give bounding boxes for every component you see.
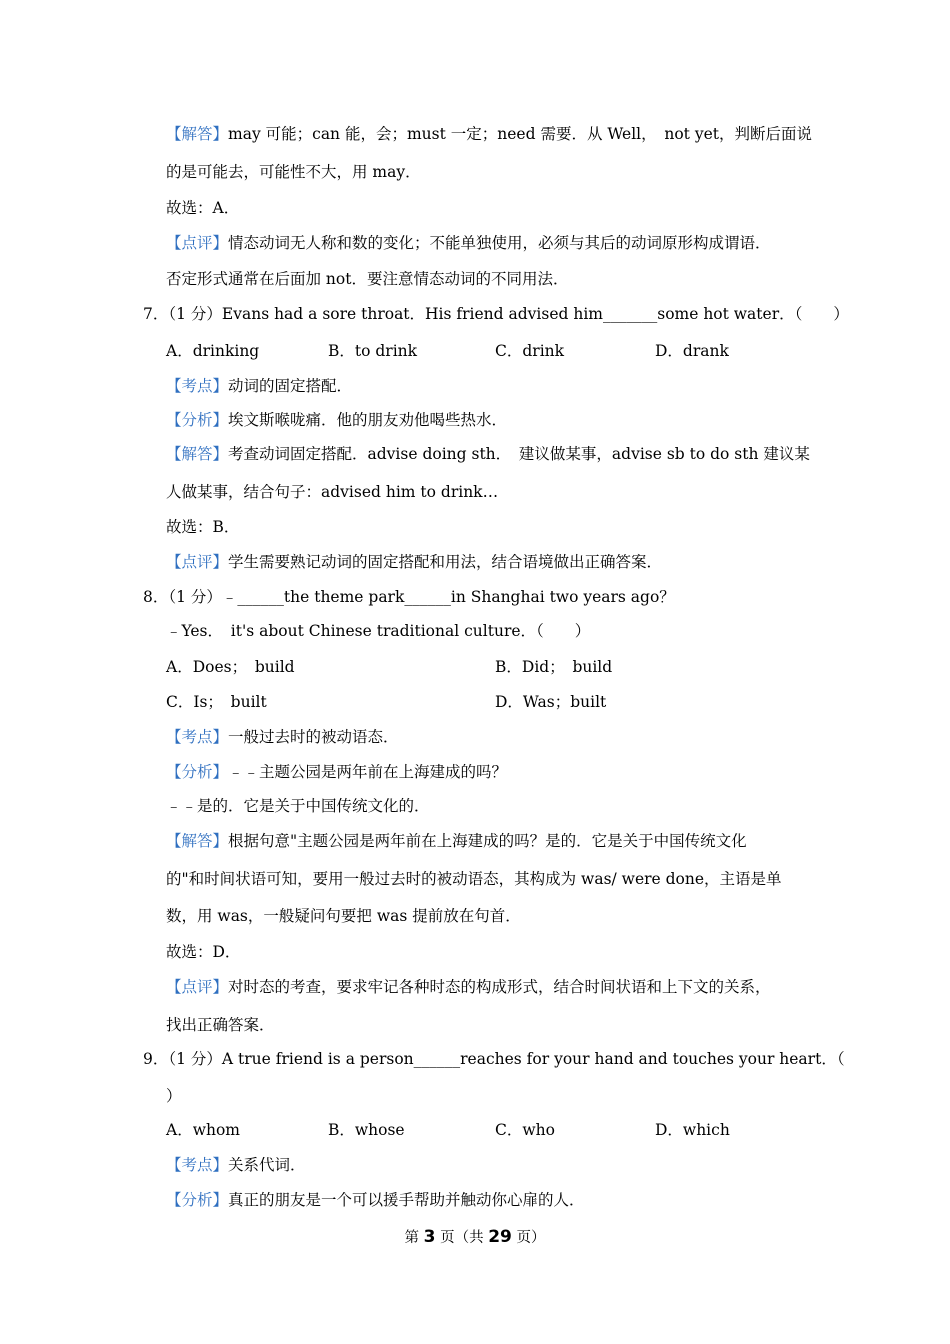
q8-option-b: B．Did； build — [495, 658, 613, 676]
q8-option-d: D．Was；built — [495, 693, 607, 711]
q9-option-d: D．which — [655, 1121, 730, 1139]
q6-jieda-line2: 的是可能去，可能性不大，用 may． — [166, 163, 421, 181]
q7-stem: 7．（1 分）Evans had a sore throat．His friend advised him_______some hot water．（ ） — [143, 305, 849, 323]
q8-stem-line2: ﹣Yes． it's about Chinese traditional culture．（ ） — [166, 622, 591, 640]
q8-fenxi-line2: ﹣﹣是的．它是关于中国传统文化的． — [166, 797, 430, 815]
q7-option-a: A．drinking — [166, 342, 260, 360]
q6-dianping-line2: 否定形式通常在后面加 not．要注意情态动词的不同用法． — [166, 270, 569, 288]
q8-jieda-line3: 数，用 was，一般疑问句要把 was 提前放在句首． — [166, 907, 521, 925]
q8-jieda-line1: 【解答】根据句意"主题公园是两年前在上海建成的吗？是的．它是关于中国传统文化 — [166, 832, 747, 850]
q8-answer: 故选：D． — [166, 943, 241, 961]
q8-stem-line1: 8．（1 分）﹣______the theme park______in Shanghai two years ago？ — [143, 588, 675, 606]
q7-answer: 故选：B． — [166, 518, 240, 536]
current-page-number: 3 — [423, 1227, 436, 1247]
q7-jieda-line2: 人做某事，结合句子：advised him to drink… — [166, 483, 499, 501]
q8-fenxi-line1: 【分析】﹣﹣主题公园是两年前在上海建成的吗？ — [166, 763, 508, 781]
q8-dianping-line2: 找出正确答案． — [166, 1016, 275, 1034]
q7-jieda-line1: 【解答】考查动词固定搭配．advise doing sth． 建议做某事，advise sb to do sth 建议某 — [166, 445, 810, 463]
q9-option-b: B．whose — [328, 1121, 405, 1139]
tag-dianping: 【点评】 — [166, 234, 229, 252]
q6-dianping-line1: 【点评】情态动词无人称和数的变化；不能单独使用，必须与其后的动词原形构成谓语． — [166, 234, 771, 252]
q8-option-a: A．Does； build — [166, 658, 295, 676]
page-footer: 第 3 页（共 29 页） — [404, 1227, 546, 1247]
q8-jieda-line2: 的"和时间状语可知，要用一般过去时的被动语态，其构成为 was/ were done，主语是单 — [166, 870, 782, 888]
q9-stem-line2: ） — [166, 1087, 182, 1105]
q7-option-c: C．drink — [495, 342, 565, 360]
q7-fenxi: 【分析】埃文斯喉咙痛．他的朋友劝他喝些热水． — [166, 411, 508, 429]
q9-option-c: C．who — [495, 1121, 555, 1139]
q9-stem-line1: 9．（1 分）A true friend is a person______reaches for your hand and touches your heart．（ — [143, 1050, 845, 1068]
q8-dianping-line1: 【点评】对时态的考查，要求牢记各种时态的构成形式，结合时间状语和上下文的关系， — [166, 978, 771, 996]
q9-kaodian: 【考点】关系代词． — [166, 1156, 306, 1174]
q7-option-b: B．to drink — [328, 342, 418, 360]
total-page-count: 29 — [488, 1227, 512, 1247]
q6-answer: 故选：A． — [166, 199, 240, 217]
q8-kaodian: 【考点】一般过去时的被动语态． — [166, 728, 399, 746]
q8-option-c: C．Is； built — [166, 693, 267, 711]
q9-fenxi: 【分析】真正的朋友是一个可以援手帮助并触动你心扉的人． — [166, 1191, 585, 1209]
q6-jieda-line1: 【解答】may 可能；can 能，会；must 一定；need 需要．从 Well， not yet，判断后面说 — [166, 125, 812, 143]
q7-kaodian: 【考点】动词的固定搭配． — [166, 377, 353, 395]
q9-option-a: A．whom — [166, 1121, 240, 1139]
q7-dianping: 【点评】学生需要熟记动词的固定搭配和用法，结合语境做出正确答案． — [166, 553, 663, 571]
q7-option-d: D．drank — [655, 342, 729, 360]
tag-jieda: 【解答】 — [166, 125, 229, 143]
